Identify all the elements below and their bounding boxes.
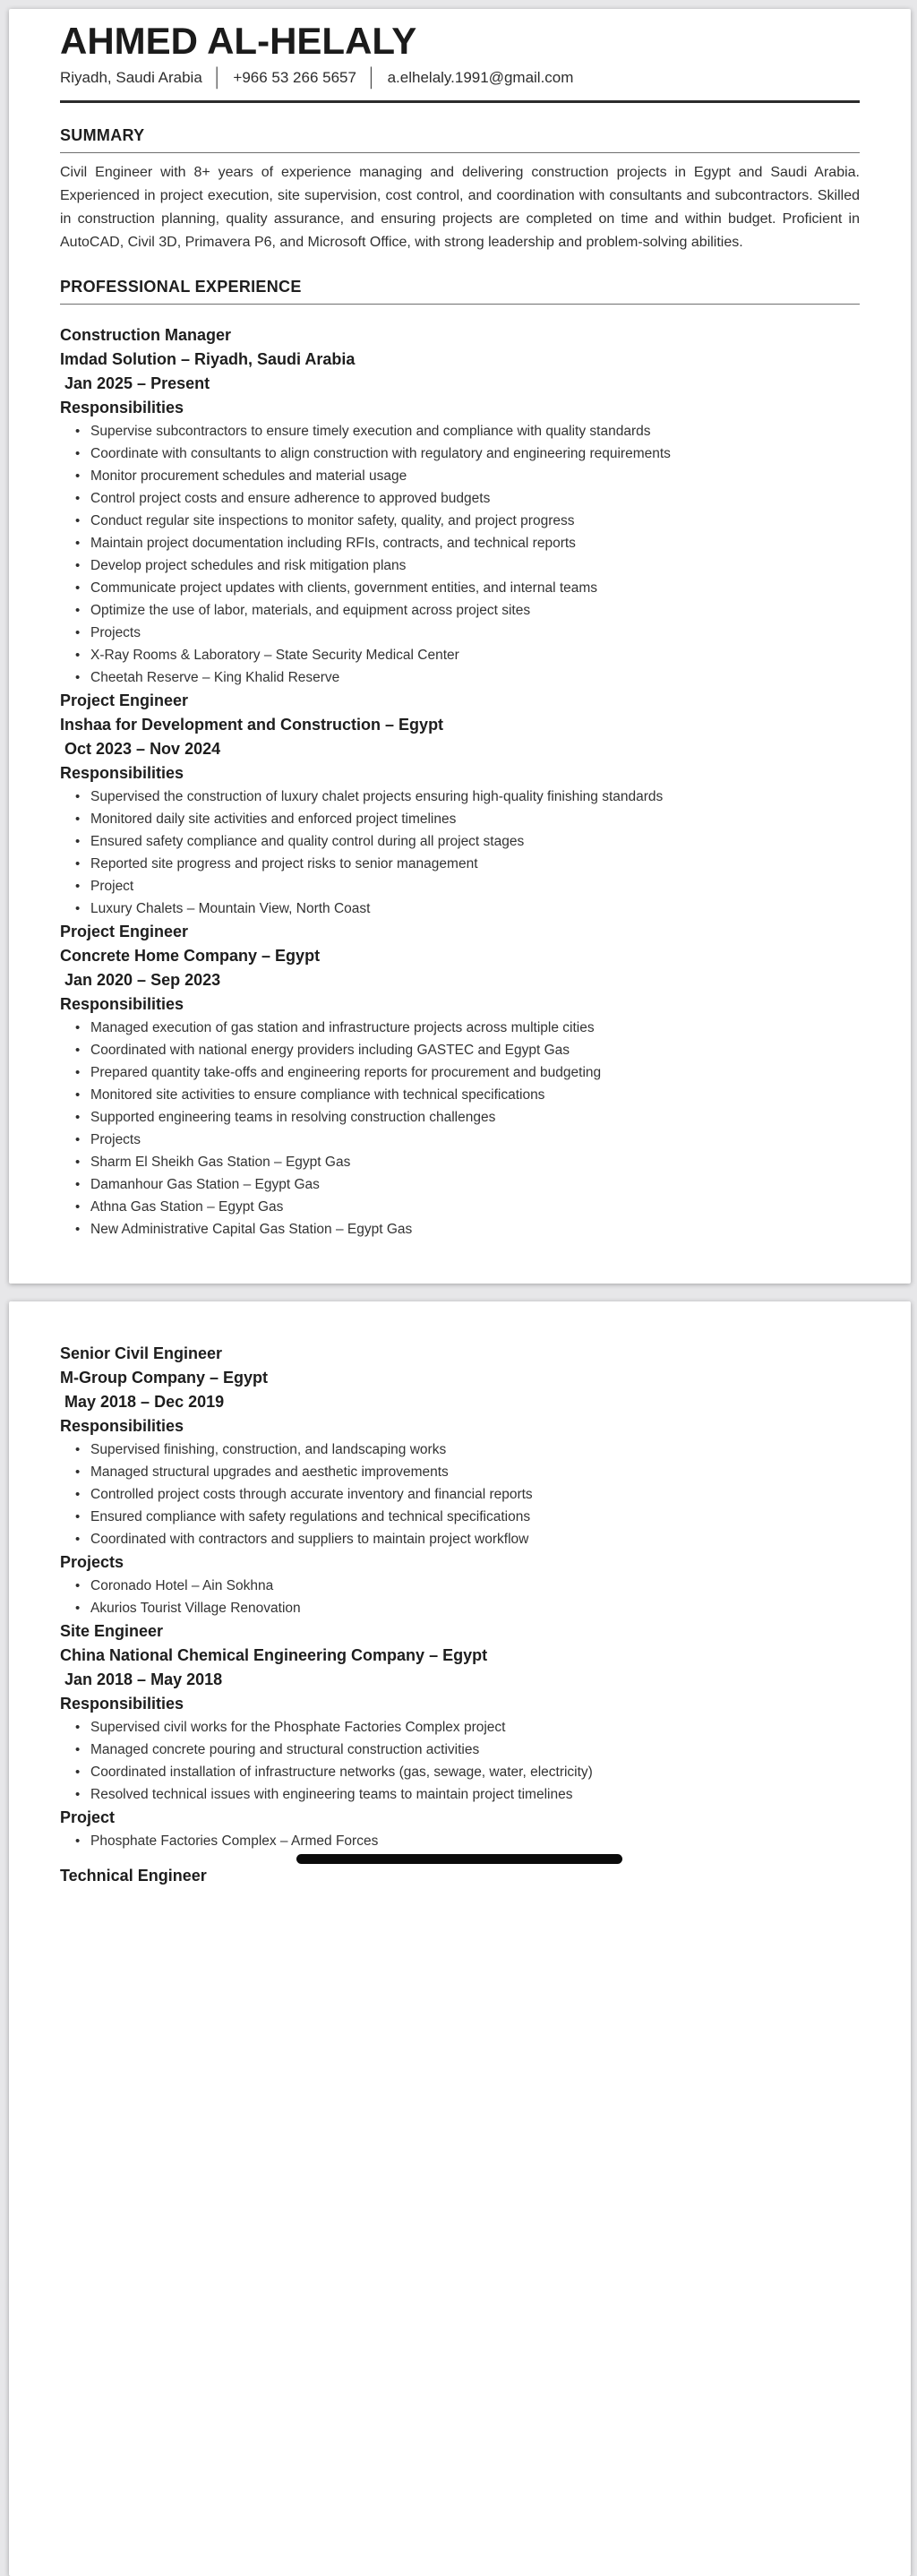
contact-line: [60, 68, 860, 88]
job-title: Construction Manager: [60, 326, 232, 344]
job-entry: [60, 323, 860, 689]
responsibility-item: • Monitor procurement schedules and material usage: [60, 465, 860, 487]
experience-heading: PROFESSIONAL EXPERIENCE: [60, 278, 302, 296]
responsibility-item: • Supervised civil works for the Phosphate Factories Complex project: [60, 1716, 860, 1739]
experience-jobs-page-1: [60, 323, 860, 1241]
contact-phone: +966 53 266 5657: [233, 69, 356, 86]
contact-email: a.elhelaly.1991@gmail.com: [387, 69, 574, 86]
contact-location: Riyadh, Saudi Arabia: [60, 69, 202, 86]
responsibilities-heading: Responsibilities: [60, 399, 184, 416]
responsibility-item: • Maintain project documentation including RFIs, contracts, and technical reports: [60, 532, 860, 554]
responsibility-item: • Damanhour Gas Station – Egypt Gas: [60, 1173, 860, 1196]
responsibility-item: • Cheetah Reserve – King Khalid Reserve: [60, 666, 860, 689]
responsibility-item: • Supported engineering teams in resolving construction challenges: [60, 1106, 860, 1129]
projects-list: [60, 1830, 860, 1852]
job-company: Inshaa for Development and Construction – Egypt: [60, 716, 444, 734]
job-entry: [60, 1864, 860, 1888]
responsibility-item: • New Administrative Capital Gas Station – Egypt Gas: [60, 1218, 860, 1241]
responsibility-item: • Controlled project costs through accurate inventory and financial reports: [60, 1483, 860, 1506]
responsibility-item: • Athna Gas Station – Egypt Gas: [60, 1196, 860, 1218]
responsibility-item: • Coordinate with consultants to align construction with regulatory and engineering requirements: [60, 442, 860, 465]
responsibility-item: • Projects: [60, 622, 860, 644]
responsibility-item: • Control project costs and ensure adherence to approved budgets: [60, 487, 860, 510]
summary-text: Civil Engineer with 8+ years of experience managing and delivering construction projects in Egypt and Saudi Arabia. Experienced in project execution, site supervision, cost control, and coordination with consultants and subcontractors. Skilled in construction planning, quality assurance, and ensuring projects are completed on time and within budget. Proficient in AutoCAD, Civil 3D, Primavera P6, and Microsoft Office, with strong leadership and problem-solving abilities.: [60, 165, 860, 250]
job-title: Site Engineer: [60, 1622, 164, 1640]
contact-separator: │: [212, 67, 223, 88]
responsibility-item: • Ensured safety compliance and quality control during all project stages: [60, 830, 860, 853]
job-company: M-Group Company – Egypt: [60, 1369, 269, 1387]
job-company: Concrete Home Company – Egypt: [60, 947, 321, 965]
responsibility-item: • Resolved technical issues with engineering teams to maintain project timelines: [60, 1783, 860, 1806]
summary-heading: SUMMARY: [60, 126, 145, 144]
experience-jobs-page-2: [60, 1342, 860, 1888]
resume-page-1: [9, 9, 911, 1284]
responsibility-item: • Reported site progress and project risks to senior management: [60, 853, 860, 875]
responsibilities-heading: Responsibilities: [60, 995, 184, 1013]
responsibility-item: • Managed concrete pouring and structural construction activities: [60, 1739, 860, 1761]
responsibilities-list: [60, 1716, 860, 1806]
responsibility-item: • Coordinated with national energy providers including GASTEC and Egypt Gas: [60, 1039, 860, 1061]
responsibility-item: • Prepared quantity take-offs and engineering reports for procurement and budgeting: [60, 1061, 860, 1084]
project-item: • Akurios Tourist Village Renovation: [60, 1597, 860, 1619]
projects-list: [60, 1575, 860, 1619]
responsibility-item: • Sharm El Sheikh Gas Station – Egypt Gas: [60, 1151, 860, 1173]
responsibility-item: • Projects: [60, 1129, 860, 1151]
job-dates: Jan 2018 – May 2018: [64, 1670, 223, 1688]
responsibilities-list: [60, 1438, 860, 1550]
resume-name: AHMED AL-HELALY: [60, 20, 417, 62]
header-divider: [60, 100, 860, 103]
responsibilities-list: [60, 420, 860, 689]
responsibility-item: • Conduct regular site inspections to monitor safety, quality, and project progress: [60, 510, 860, 532]
responsibility-item: • Monitored daily site activities and enforced project timelines: [60, 808, 860, 830]
responsibility-item: • Ensured compliance with safety regulations and technical specifications: [60, 1506, 860, 1528]
responsibility-item: • Coordinated installation of infrastructure networks (gas, sewage, water, electricity): [60, 1761, 860, 1783]
job-dates: Jan 2020 – Sep 2023: [64, 971, 221, 989]
job-dates: Jan 2025 – Present: [64, 374, 210, 392]
responsibility-item: • Managed execution of gas station and infrastructure projects across multiple cities: [60, 1017, 860, 1039]
responsibilities-heading: Responsibilities: [60, 1695, 184, 1713]
responsibility-item: • Communicate project updates with clients, government entities, and internal teams: [60, 577, 860, 599]
job-company: Imdad Solution – Riyadh, Saudi Arabia: [60, 350, 356, 368]
job-title: Project Engineer: [60, 691, 189, 709]
responsibility-item: • Monitored site activities to ensure compliance with technical specifications: [60, 1084, 860, 1106]
job-dates: Oct 2023 – Nov 2024: [64, 740, 221, 758]
responsibility-item: • Supervised finishing, construction, and landscaping works: [60, 1438, 860, 1461]
job-dates: May 2018 – Dec 2019: [64, 1393, 225, 1411]
summary-underline: [60, 152, 860, 153]
responsibilities-list: [60, 1017, 860, 1241]
responsibility-item: • Develop project schedules and risk mitigation plans: [60, 554, 860, 577]
job-entry: [60, 1342, 860, 1619]
projects-heading: Project: [60, 1808, 116, 1826]
responsibility-item: • Luxury Chalets – Mountain View, North Coast: [60, 897, 860, 920]
job-entry: [60, 689, 860, 920]
contact-separator: │: [366, 67, 377, 88]
responsibilities-heading: Responsibilities: [60, 1417, 184, 1435]
projects-heading: Projects: [60, 1553, 124, 1571]
job-company: China National Chemical Engineering Company – Egypt: [60, 1646, 488, 1664]
responsibilities-list: [60, 786, 860, 920]
responsibility-item: • Supervise subcontractors to ensure timely execution and compliance with quality standards: [60, 420, 860, 442]
responsibility-item: • Optimize the use of labor, materials, and equipment across project sites: [60, 599, 860, 622]
resume-page-2: [9, 1301, 911, 2576]
job-title: Senior Civil Engineer: [60, 1344, 223, 1362]
project-item: • Coronado Hotel – Ain Sokhna: [60, 1575, 860, 1597]
responsibility-item: • X-Ray Rooms & Laboratory – State Security Medical Center: [60, 644, 860, 666]
responsibility-item: • Supervised the construction of luxury chalet projects ensuring high-quality finishing standards: [60, 786, 860, 808]
job-entry: [60, 920, 860, 1241]
experience-underline: [60, 304, 860, 305]
responsibilities-heading: Responsibilities: [60, 764, 184, 782]
responsibility-item: • Managed structural upgrades and aesthetic improvements: [60, 1461, 860, 1483]
job-title: Project Engineer: [60, 923, 189, 940]
project-item: • Phosphate Factories Complex – Armed Forces: [60, 1830, 860, 1852]
redaction-bar: [296, 1854, 622, 1864]
responsibility-item: • Coordinated with contractors and suppliers to maintain project workflow: [60, 1528, 860, 1550]
job-title: Technical Engineer: [60, 1867, 207, 1885]
job-entry: [60, 1619, 860, 1864]
responsibility-item: • Project: [60, 875, 860, 897]
